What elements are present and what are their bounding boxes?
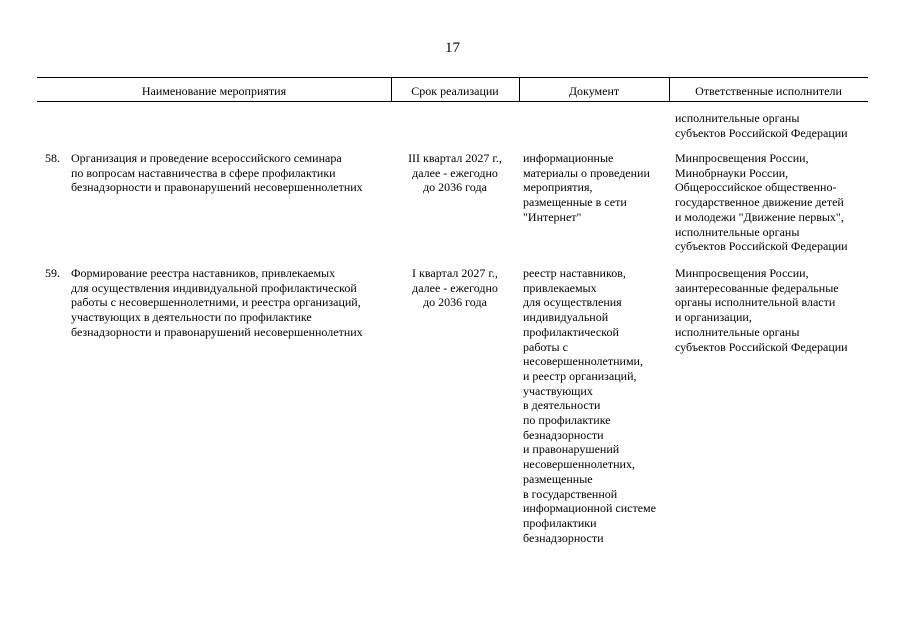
column-header-name: Наименование мероприятия: [141, 84, 287, 98]
row-activity-name: Организация и проведение всероссийского семинара по вопросам наставничества в сфере профилактики безнадзорности и правонарушений несовершеннолетних: [71, 151, 363, 195]
row-document: реестр наставников, привлекаемых для осуществления индивидуальной профилактической работы с несовершеннолетними, и реестр организаций, участвующих в деятельности по профилактике безнадзорности и правонарушений несовершеннолетних, размещенные в государственной информационной системе профилактики безнадзорности: [523, 266, 656, 545]
row-term: III квартал 2027 г., далее - ежегодно до 2036 года: [408, 151, 502, 195]
table-header-bottom-border: [37, 101, 868, 102]
column-header-term: Срок реализации: [411, 84, 499, 98]
column-header-responsible: Ответственные исполнители: [695, 84, 842, 98]
row-responsible: Минпросвещения России, Минобрнауки России, Общероссийское общественно- государственное движение детей и молодежи "Движение первых", исполнительные органы субъектов Российской Федерации: [675, 151, 848, 254]
table-header-top-border: [37, 77, 868, 78]
row-term: I квартал 2027 г., далее - ежегодно до 2036 года: [412, 266, 498, 310]
row-number: 59.: [45, 266, 60, 280]
row-document: информационные материалы о проведении мероприятия, размещенные в сети "Интернет": [523, 151, 650, 224]
column-header-document: Документ: [568, 84, 620, 98]
row-number: 58.: [45, 151, 60, 165]
page-number: 17: [445, 40, 460, 56]
row-responsible: Минпросвещения России, заинтересованные федеральные органы исполнительной власти и организации, исполнительные органы субъектов Российской Федерации: [675, 266, 848, 354]
continuation-responsible: исполнительные органы субъектов Российской Федерации: [675, 111, 848, 140]
row-activity-name: Формирование реестра наставников, привлекаемых для осуществления индивидуальной профилактической работы с несовершеннолетними, и реестра организаций, участвующих в деятельности по профилактике безнадзорности и правонарушений несовершеннолетних: [71, 266, 363, 339]
